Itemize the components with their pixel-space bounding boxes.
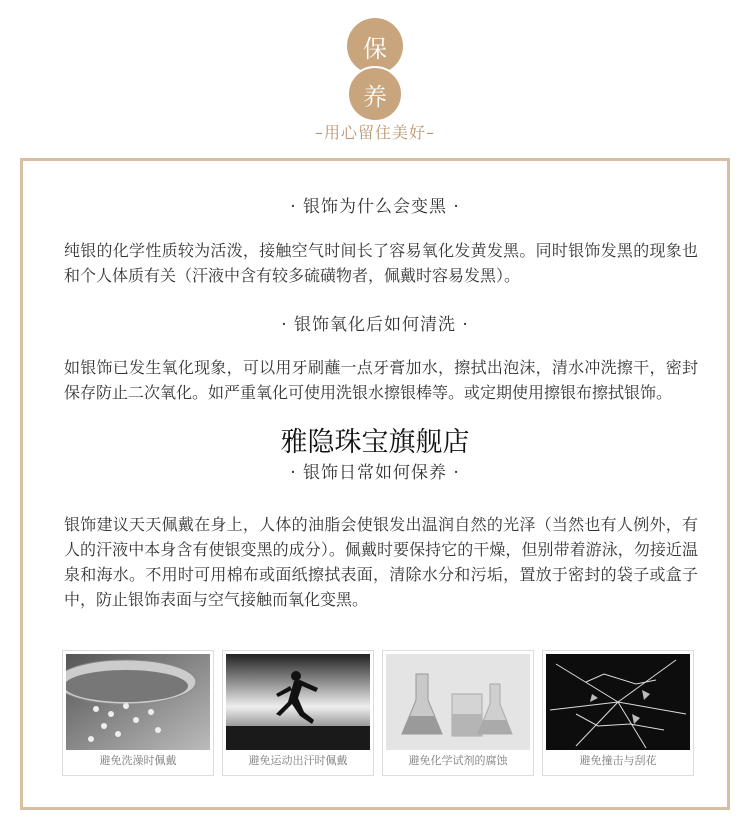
lab-flask-image [386,654,530,750]
photo-caption-impact: 避免撞击与刮花 [579,754,657,767]
section-heading-cleaning: · 银饰氧化后如何清洗 · [281,315,469,335]
shattered-glass-image [546,654,690,750]
care-badge [347,18,403,126]
badge-char-1: 保 [363,34,387,63]
warning-photo-row [62,650,702,776]
photo-caption-running: 避免运动出汗时佩戴 [248,754,348,767]
shower-head-image [66,654,210,750]
section-body-why-black: 纯银的化学性质较为活泼，接触空气时间长了容易氧化发黄发黑。同时银饰发黑的现象也和个人体质有关（汗液中含有较多硫磺物者，佩戴时容易发黑）。 [64,241,698,285]
photo-card-impact [542,650,694,776]
section-body-daily-care: 银饰建议天天佩戴在身上，人体的油脂会使银发出温润自然的光泽（当然也有人例外，有人的汗液中本身含有使银变黑的成分）。佩戴时要保持它的干燥，但别带着游泳，勿接近温泉和海水。不用时可用棉布或面纸擦拭表面，清除水分和污垢，置放于密封的袋子或盒子中，防止银饰表面与空气接触而氧化变黑。 [64,515,698,609]
photo-card-running [222,650,374,776]
photo-caption-shower: 避免洗澡时佩戴 [99,754,177,767]
photo-card-shower [62,650,214,776]
section-heading-why-black: · 银饰为什么会变黑 · [290,197,460,217]
badge-char-2: 养 [363,82,387,111]
photo-caption-chemicals: 避免化学试剂的腐蚀 [408,754,508,767]
runner-image [226,654,370,750]
store-watermark: 雅隐珠宝旗舰店 [280,427,470,458]
section-body-cleaning: 如银饰已发生氧化现象，可以用牙刷蘸一点牙膏加水，擦拭出泡沫，清水冲洗擦干，密封保存防止二次氧化。如严重氧化可使用洗银水擦银棒等。或定期使用擦银布擦拭银饰。 [64,358,698,402]
badge-circle-yang [347,66,403,122]
photo-card-chemicals [382,650,534,776]
slogan: –用心留住美好– [314,123,435,142]
section-heading-daily-care: · 银饰日常如何保养 · [290,463,460,483]
